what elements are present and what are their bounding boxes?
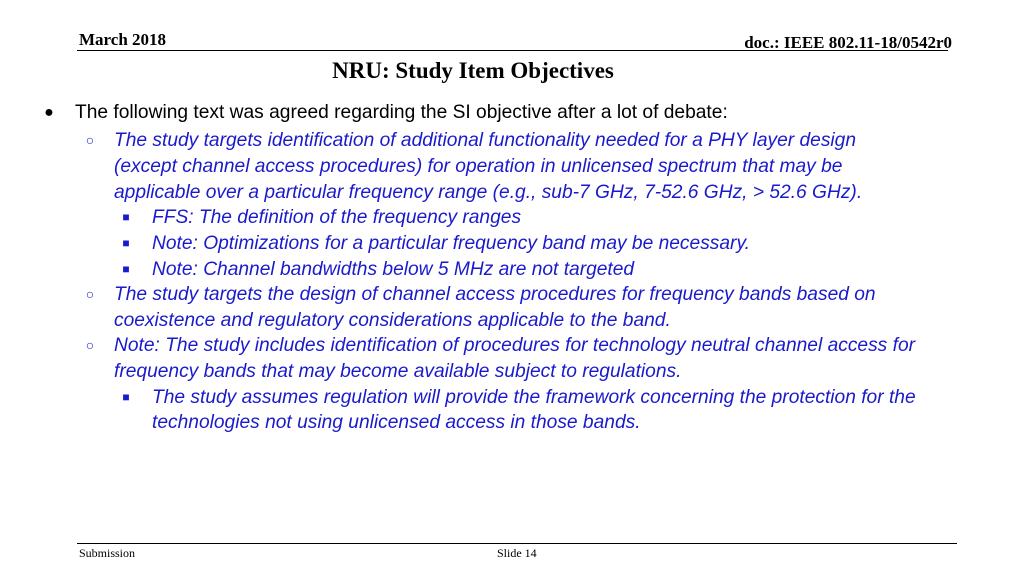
bullet-text: The following text was agreed regarding the SI objective after a lot of debate: <box>75 102 728 123</box>
sub-bullet-text: The study targets identification of additional functionality needed for a PHY layer design <box>114 130 857 151</box>
sub-sub-bullet-item <box>122 385 916 411</box>
sub-bullet-text: coexistence and regulatory considerations applicable to the band. <box>114 310 671 331</box>
sub-bullet-continuation <box>114 154 842 180</box>
square-bullet-icon: ■ <box>122 390 130 404</box>
sub-bullet-text: Note: The study includes identification of procedures for technology neutral channel access for <box>114 335 916 356</box>
sub-bullet-text: applicable over a particular frequency range (e.g., sub-7 GHz, 7-52.6 GHz, > 52.6 GHz). <box>114 182 863 203</box>
header-doc-id: doc.: IEEE 802.11-18/0542r0 <box>744 33 952 52</box>
sub-bullet-continuation <box>114 308 671 334</box>
sub-sub-bullet-item <box>122 231 750 257</box>
sub-sub-bullet-item <box>122 257 635 283</box>
sub-bullet-text: frequency bands that may become available subject to regulations. <box>114 361 682 382</box>
sub-sub-bullet-text: technologies not using unlicensed access in those bands. <box>152 412 641 433</box>
sub-bullet-text: The study targets the design of channel access procedures for frequency bands based on <box>114 284 876 305</box>
sub-sub-bullet-text: FFS: The definition of the frequency ranges <box>152 207 522 228</box>
sub-sub-bullet-item <box>122 205 522 231</box>
footer-rule <box>77 543 957 544</box>
square-bullet-icon: ■ <box>122 262 130 276</box>
bullet-dot-icon: ● <box>44 104 54 121</box>
sub-bullet-circle-icon: ○ <box>85 337 95 353</box>
sub-sub-bullet-continuation <box>152 410 641 436</box>
sub-bullet-circle-icon: ○ <box>85 286 95 302</box>
sub-bullet-item <box>85 128 857 154</box>
sub-sub-bullet-text: Note: Optimizations for a particular frequency band may be necessary. <box>152 233 750 254</box>
square-bullet-icon: ■ <box>122 210 130 224</box>
sub-bullet-item <box>85 282 876 308</box>
footer-submission: Submission <box>79 546 136 560</box>
sub-bullet-continuation <box>114 180 862 206</box>
sub-bullet-text: (except channel access procedures) for operation in unlicensed spectrum that may be <box>114 156 843 177</box>
sub-bullet-continuation <box>114 359 681 385</box>
sub-bullet-item <box>85 333 916 359</box>
square-bullet-icon: ■ <box>122 236 130 250</box>
header-rule <box>77 50 948 51</box>
header-date: March 2018 <box>79 30 167 49</box>
sub-sub-bullet-text: Note: Channel bandwidths below 5 MHz are not targeted <box>152 259 635 280</box>
sub-bullet-circle-icon: ○ <box>85 132 95 148</box>
bullet-item <box>44 100 728 126</box>
slide-title: NRU: Study Item Objectives <box>332 58 614 83</box>
sub-sub-bullet-text: The study assumes regulation will provide the framework concerning the protection for the <box>152 387 916 408</box>
footer-slide-number: Slide 14 <box>497 546 537 560</box>
